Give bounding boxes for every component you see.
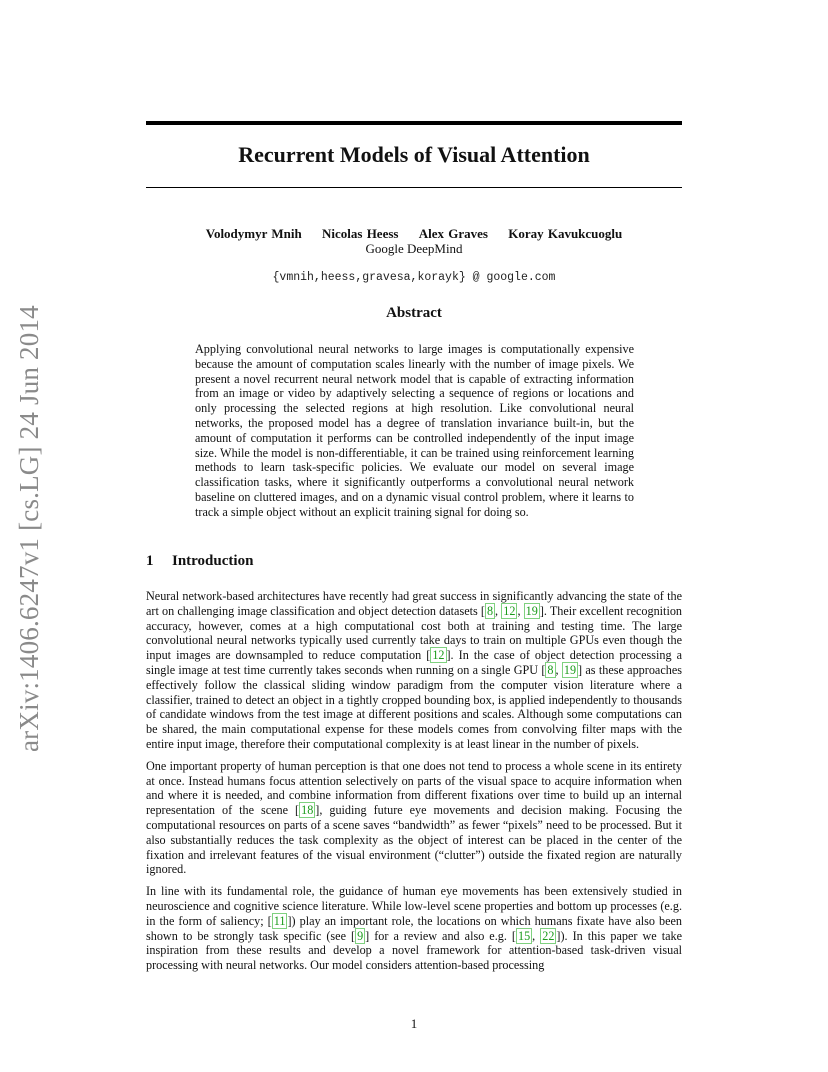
text-run: ,	[495, 603, 502, 618]
text-run: One important property of human perception is that one does not tend to process a whole scene in its entirety at once. Instead humans focus attention selectively on parts of the visual space to acquire information when and where it is needed, and combine information from different fixations over time to build up an internal representation of the scene [	[146, 758, 682, 818]
body-paragraph	[146, 759, 682, 877]
citation-link[interactable]: 15	[517, 928, 531, 943]
text-run: ] as these approaches effectively follow the classical sliding window paradigm from the computer vision literature where a classifier, trained to detect an object in a tightly cropped bounding box, is applied independently to thousands of candidate windows from the test image at different positions and scales. Although some computations can be shared, the main computational expense for these models comes from convolving filter maps with the entire input image, therefore their computational complexity is at least linear in the number of pixels.	[146, 662, 682, 751]
citation-link[interactable]: 11	[273, 913, 286, 928]
text-run: ], guiding future eye movements and decision making. Focusing the computational resources on parts of a scene saves “bandwidth” as fewer “pixels” need to be processed. But it also substantially reduces the task complexity as the object of interest can be placed in the center of the fixation and irrelevant features of the visual environment (“clutter”) outside the fixated region are naturally ignored.	[146, 803, 682, 877]
text-run: In line with its fundamental role, the guidance of human eye movements has been extensively studied in neuroscience and cognitive science literature. While low-level scene properties and bottom up processes (e.g. in the form of saliency; [	[146, 884, 682, 928]
section-title: Introduction	[172, 553, 254, 569]
citation-link[interactable]: 12	[503, 603, 516, 618]
paper-title: Recurrent Models of Visual Attention	[238, 142, 590, 167]
citation-link[interactable]: 9	[357, 928, 364, 943]
author-name: Alex Graves	[418, 226, 488, 241]
text-run: Neural network-based architectures have recently had great success in significantly advancing the state of the art on challenging image classification and object detection datasets [	[146, 589, 682, 618]
text-run: ]). In this paper we take inspiration from these results and develop a novel framework for attention-based task-driven visual processing with neural networks. Our model considers attention-based processing	[146, 928, 682, 973]
text-run: ,	[532, 928, 541, 943]
text-run: ,	[517, 603, 524, 618]
citation-link[interactable]: 19	[563, 662, 577, 677]
text-run: ]) play an important role, the locations on which humans fixate have also been shown to be strongly task specific (see [	[146, 913, 682, 943]
body-paragraph	[146, 884, 682, 973]
affiliation: Google DeepMind	[365, 241, 463, 256]
text-run: ]. Their excellent recognition accuracy, however, comes at a high computational cost both at training and testing time. The large convolutional neural networks typically used currently take days to train on multiple GPUs even though the input images are downsampled to reduce computation [	[146, 603, 683, 663]
section-number: 1	[146, 553, 154, 569]
introduction-body	[146, 589, 682, 980]
author-emails: {vmnih,heess,gravesa,korayk} @ google.com	[272, 271, 556, 284]
author-name: Koray Kavukcuoglu	[508, 226, 623, 241]
author-name: Nicolas Heess	[322, 226, 399, 241]
author-list	[146, 226, 682, 242]
body-paragraph	[146, 589, 682, 752]
text-run: ,	[555, 662, 562, 677]
arxiv-identifier-stamp: arXiv:1406.6247v1 [cs.LG] 24 Jun 2014	[14, 305, 44, 752]
title-top-rule	[146, 121, 682, 125]
abstract-text: Applying convolutional neural networks to large images is computationally expensive because the amount of computation scales linearly with the number of image pixels. We present a novel recurrent neural network model that is capable of extracting information from an image or video by adaptively selecting a sequence of regions or locations and only processing the selected regions at high resolution. Like convolutional neural networks, the proposed model has a degree of translation invariance built-in, but the amount of computation it performs can be controlled independently of the input image size. While the model is non-differentiable, it can be trained using reinforcement learning methods to learn task-specific policies. We evaluate our model on several image classification tasks, where it significantly outperforms a convolutional neural network baseline on cluttered images, and on a dynamic visual control problem, where it learns to track a simple object without an explicit training signal for doing so.	[195, 342, 634, 519]
citation-link[interactable]: 8	[486, 603, 494, 618]
citation-link[interactable]: 18	[301, 803, 314, 818]
citation-link[interactable]: 8	[547, 662, 554, 677]
citation-link[interactable]: 19	[525, 603, 538, 618]
section-heading-introduction	[146, 553, 253, 570]
page-number: 1	[410, 1016, 418, 1031]
author-name: Volodymyr Mnih	[205, 226, 302, 241]
text-run: ] for a review and also e.g. [	[365, 928, 516, 943]
text-run: ]. In the case of object detection processing a single image at test time currently takes seconds when running on a single GPU [	[146, 648, 682, 677]
citation-link[interactable]: 12	[432, 648, 445, 663]
title-bottom-rule	[146, 187, 682, 188]
citation-link[interactable]: 22	[542, 928, 555, 943]
abstract-heading: Abstract	[386, 305, 442, 321]
